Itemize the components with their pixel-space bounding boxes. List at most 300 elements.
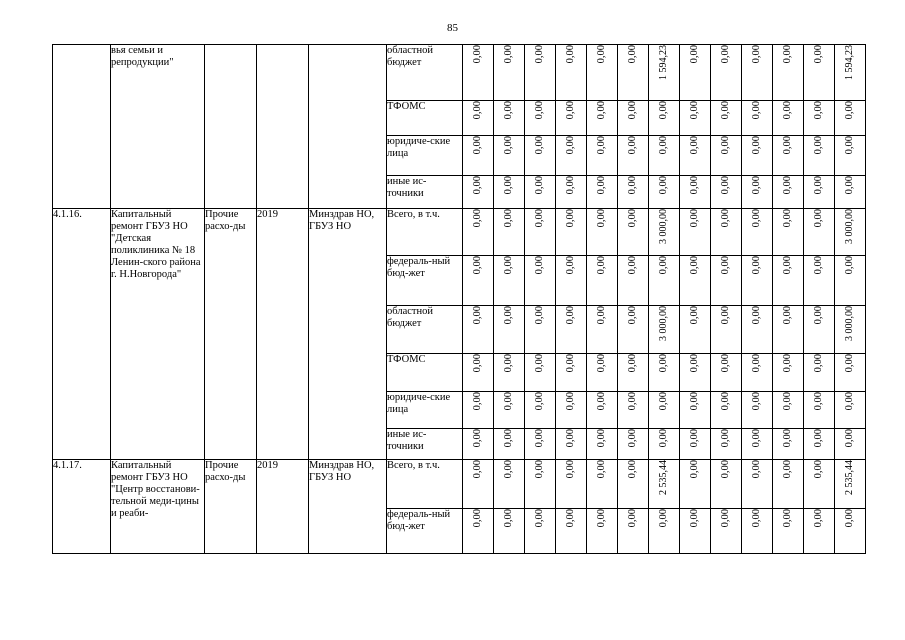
row-number <box>53 45 111 209</box>
year-cell <box>257 45 309 209</box>
value-text: 0,00 <box>751 306 762 325</box>
value-text: 0,00 <box>751 460 762 479</box>
value-text: 0,00 <box>813 392 824 411</box>
value-text: 3 000,00 <box>844 306 855 341</box>
value-text: 0,00 <box>720 429 731 448</box>
value-cell <box>773 136 804 176</box>
value-cell <box>556 392 587 429</box>
value-cell <box>835 176 866 209</box>
value-text: 0,00 <box>596 45 607 64</box>
value-cell <box>649 136 680 176</box>
value-cell <box>494 209 525 256</box>
value-cell <box>711 45 742 101</box>
value-text: 0,00 <box>472 256 483 275</box>
value-text: 0,00 <box>503 354 514 373</box>
value-cell <box>556 101 587 136</box>
value-text: 0,00 <box>658 101 669 120</box>
page-number: 85 <box>447 22 458 34</box>
value-cell <box>711 176 742 209</box>
value-text: 0,00 <box>751 392 762 411</box>
funding-source: ТФОМС <box>387 354 463 392</box>
value-cell <box>835 354 866 392</box>
value-text: 0,00 <box>720 460 731 479</box>
value-text: 0,00 <box>844 392 855 411</box>
value-text: 0,00 <box>534 392 545 411</box>
value-cell <box>618 176 649 209</box>
value-cell <box>835 392 866 429</box>
value-text: 3 000,00 <box>658 306 669 341</box>
value-cell <box>742 354 773 392</box>
funding-source: федераль-ный бюд-жет <box>387 509 463 554</box>
funding-source: ТФОМС <box>387 101 463 136</box>
value-text: 0,00 <box>596 136 607 155</box>
value-cell <box>804 176 835 209</box>
value-cell <box>556 45 587 101</box>
value-text: 0,00 <box>596 306 607 325</box>
value-text: 0,00 <box>503 256 514 275</box>
value-cell <box>711 509 742 554</box>
funding-source: Всего, в т.ч. <box>387 460 463 509</box>
value-text: 0,00 <box>813 256 824 275</box>
measure-name: Капитальный ремонт ГБУЗ НО "Центр восстанови-тельной меди-цины и реаби- <box>111 460 205 554</box>
value-text: 0,00 <box>596 209 607 228</box>
value-cell <box>773 176 804 209</box>
value-text: 0,00 <box>720 209 731 228</box>
value-text: 0,00 <box>720 354 731 373</box>
value-cell <box>494 136 525 176</box>
value-cell <box>618 354 649 392</box>
value-cell <box>556 136 587 176</box>
value-text: 0,00 <box>751 101 762 120</box>
value-text: 0,00 <box>534 256 545 275</box>
value-cell <box>525 392 556 429</box>
value-text: 0,00 <box>720 256 731 275</box>
value-text: 0,00 <box>782 256 793 275</box>
value-cell <box>463 209 494 256</box>
value-text: 0,00 <box>844 354 855 373</box>
funding-source: федераль-ный бюд-жет <box>387 256 463 306</box>
value-cell <box>680 460 711 509</box>
value-text: 0,00 <box>596 460 607 479</box>
value-text: 0,00 <box>658 429 669 448</box>
value-cell <box>494 256 525 306</box>
funding-source: иные ис-точники <box>387 429 463 460</box>
value-text: 0,00 <box>813 45 824 64</box>
value-cell <box>711 256 742 306</box>
value-text: 0,00 <box>627 101 638 120</box>
value-text: 2 535,44 <box>658 460 669 495</box>
value-cell <box>711 460 742 509</box>
value-cell <box>649 460 680 509</box>
value-text: 0,00 <box>565 256 576 275</box>
value-text: 0,00 <box>627 392 638 411</box>
value-cell <box>773 392 804 429</box>
value-cell <box>463 392 494 429</box>
value-cell <box>711 429 742 460</box>
value-text: 0,00 <box>782 429 793 448</box>
value-text: 0,00 <box>689 429 700 448</box>
value-cell <box>618 429 649 460</box>
value-cell <box>587 101 618 136</box>
value-cell <box>649 45 680 101</box>
value-cell <box>525 429 556 460</box>
value-cell <box>618 45 649 101</box>
value-text: 0,00 <box>782 45 793 64</box>
value-cell <box>463 306 494 354</box>
value-cell <box>618 209 649 256</box>
value-text: 0,00 <box>689 392 700 411</box>
value-cell <box>680 429 711 460</box>
value-cell <box>618 136 649 176</box>
value-text: 0,00 <box>627 45 638 64</box>
value-cell <box>587 136 618 176</box>
value-cell <box>525 209 556 256</box>
value-text: 0,00 <box>813 306 824 325</box>
year-cell: 2019 <box>257 209 309 460</box>
value-text: 0,00 <box>627 429 638 448</box>
funding-source: юридиче-ские лица <box>387 392 463 429</box>
value-text: 0,00 <box>782 392 793 411</box>
value-text: 0,00 <box>565 209 576 228</box>
value-cell <box>742 460 773 509</box>
value-text: 1 594,23 <box>658 45 669 80</box>
value-cell <box>835 460 866 509</box>
value-cell <box>804 209 835 256</box>
value-cell <box>463 429 494 460</box>
value-cell <box>835 45 866 101</box>
value-cell <box>742 209 773 256</box>
funding-source: иные ис-точники <box>387 176 463 209</box>
value-text: 0,00 <box>472 392 483 411</box>
value-cell <box>587 256 618 306</box>
value-cell <box>711 209 742 256</box>
value-text: 0,00 <box>658 176 669 195</box>
value-cell <box>742 176 773 209</box>
value-cell <box>525 101 556 136</box>
value-text: 3 000,00 <box>658 209 669 244</box>
value-text: 0,00 <box>627 306 638 325</box>
value-text: 0,00 <box>503 176 514 195</box>
value-cell <box>742 45 773 101</box>
value-cell <box>649 306 680 354</box>
value-cell <box>525 509 556 554</box>
value-text: 0,00 <box>472 176 483 195</box>
value-text: 0,00 <box>689 176 700 195</box>
value-text: 0,00 <box>565 392 576 411</box>
value-cell <box>556 306 587 354</box>
value-cell <box>494 101 525 136</box>
value-text: 0,00 <box>503 509 514 528</box>
value-cell <box>804 101 835 136</box>
value-text: 0,00 <box>658 354 669 373</box>
value-text: 0,00 <box>782 306 793 325</box>
value-cell <box>680 509 711 554</box>
value-text: 0,00 <box>503 429 514 448</box>
value-cell <box>494 429 525 460</box>
value-text: 0,00 <box>813 176 824 195</box>
value-text: 0,00 <box>472 45 483 64</box>
value-cell <box>618 392 649 429</box>
value-text: 0,00 <box>813 460 824 479</box>
value-cell <box>525 460 556 509</box>
year-cell: 2019 <box>257 460 309 554</box>
value-text: 0,00 <box>565 354 576 373</box>
value-cell <box>773 101 804 136</box>
value-text: 0,00 <box>689 101 700 120</box>
value-text: 0,00 <box>503 209 514 228</box>
value-text: 0,00 <box>534 136 545 155</box>
value-cell <box>804 509 835 554</box>
value-text: 0,00 <box>844 256 855 275</box>
value-text: 0,00 <box>472 306 483 325</box>
value-text: 0,00 <box>627 256 638 275</box>
value-cell <box>835 429 866 460</box>
value-cell <box>649 354 680 392</box>
value-text: 0,00 <box>844 101 855 120</box>
value-text: 0,00 <box>534 509 545 528</box>
value-cell <box>556 209 587 256</box>
value-cell <box>618 460 649 509</box>
value-text: 0,00 <box>534 176 545 195</box>
value-text: 0,00 <box>720 509 731 528</box>
value-text: 0,00 <box>844 509 855 528</box>
value-cell <box>711 306 742 354</box>
value-cell <box>649 101 680 136</box>
value-text: 0,00 <box>658 256 669 275</box>
value-cell <box>463 460 494 509</box>
funding-source: юридиче-ские лица <box>387 136 463 176</box>
value-cell <box>680 354 711 392</box>
expense-type: Прочие расхо-ды <box>205 209 257 460</box>
value-text: 0,00 <box>813 136 824 155</box>
value-text: 0,00 <box>751 509 762 528</box>
value-text: 0,00 <box>565 460 576 479</box>
value-cell <box>742 429 773 460</box>
value-cell <box>556 176 587 209</box>
value-cell <box>680 392 711 429</box>
value-cell <box>618 101 649 136</box>
value-cell <box>742 306 773 354</box>
value-text: 0,00 <box>627 136 638 155</box>
value-text: 0,00 <box>720 136 731 155</box>
value-cell <box>680 45 711 101</box>
table-row <box>53 45 866 101</box>
value-cell <box>680 136 711 176</box>
value-cell <box>463 45 494 101</box>
value-cell <box>587 460 618 509</box>
value-text: 0,00 <box>751 429 762 448</box>
value-text: 0,00 <box>813 429 824 448</box>
value-cell <box>494 460 525 509</box>
value-cell <box>494 509 525 554</box>
value-cell <box>556 509 587 554</box>
funding-source: областной бюджет <box>387 45 463 101</box>
value-cell <box>773 429 804 460</box>
executor-cell: Минздрав НО, ГБУЗ НО <box>309 460 387 554</box>
value-cell <box>711 354 742 392</box>
value-cell <box>804 392 835 429</box>
funding-source: областной бюджет <box>387 306 463 354</box>
value-cell <box>649 429 680 460</box>
value-cell <box>463 509 494 554</box>
value-text: 0,00 <box>534 429 545 448</box>
value-text: 0,00 <box>782 101 793 120</box>
value-cell <box>587 392 618 429</box>
value-cell <box>804 429 835 460</box>
value-text: 0,00 <box>503 306 514 325</box>
value-cell <box>587 176 618 209</box>
value-text: 0,00 <box>658 392 669 411</box>
value-cell <box>742 136 773 176</box>
value-text: 0,00 <box>813 101 824 120</box>
value-text: 0,00 <box>782 354 793 373</box>
value-cell <box>773 306 804 354</box>
value-cell <box>680 306 711 354</box>
value-cell <box>525 45 556 101</box>
value-text: 0,00 <box>627 509 638 528</box>
value-text: 0,00 <box>534 306 545 325</box>
value-cell <box>649 256 680 306</box>
value-text: 0,00 <box>720 101 731 120</box>
value-text: 0,00 <box>782 509 793 528</box>
value-text: 0,00 <box>720 176 731 195</box>
value-cell <box>618 256 649 306</box>
value-text: 0,00 <box>751 256 762 275</box>
value-text: 0,00 <box>534 209 545 228</box>
value-text: 0,00 <box>565 306 576 325</box>
value-cell <box>587 429 618 460</box>
value-cell <box>587 306 618 354</box>
value-cell <box>742 101 773 136</box>
value-cell <box>649 392 680 429</box>
measure-name: вья семьи и репродукции" <box>111 45 205 209</box>
value-cell <box>463 101 494 136</box>
value-text: 0,00 <box>472 209 483 228</box>
table-row <box>53 460 866 509</box>
value-text: 0,00 <box>503 460 514 479</box>
value-cell <box>587 509 618 554</box>
value-cell <box>556 256 587 306</box>
value-cell <box>804 354 835 392</box>
value-cell <box>680 209 711 256</box>
value-cell <box>525 354 556 392</box>
value-text: 0,00 <box>472 429 483 448</box>
value-cell <box>494 354 525 392</box>
value-cell <box>649 209 680 256</box>
value-text: 0,00 <box>751 136 762 155</box>
budget-table <box>52 44 866 554</box>
value-text: 0,00 <box>534 460 545 479</box>
value-cell <box>804 256 835 306</box>
value-text: 0,00 <box>565 509 576 528</box>
value-cell <box>773 209 804 256</box>
value-text: 0,00 <box>751 354 762 373</box>
value-cell <box>494 392 525 429</box>
table-row <box>53 209 866 256</box>
value-text: 0,00 <box>782 460 793 479</box>
value-text: 0,00 <box>627 209 638 228</box>
value-text: 0,00 <box>627 460 638 479</box>
value-text: 0,00 <box>689 460 700 479</box>
value-text: 0,00 <box>534 101 545 120</box>
value-text: 0,00 <box>534 354 545 373</box>
value-text: 0,00 <box>472 509 483 528</box>
value-cell <box>463 354 494 392</box>
value-cell <box>463 256 494 306</box>
value-cell <box>618 509 649 554</box>
value-text: 0,00 <box>751 176 762 195</box>
value-text: 0,00 <box>658 509 669 528</box>
value-text: 0,00 <box>503 101 514 120</box>
value-cell <box>525 306 556 354</box>
expense-type <box>205 45 257 209</box>
value-text: 2 535,44 <box>844 460 855 495</box>
value-cell <box>742 509 773 554</box>
value-text: 0,00 <box>565 429 576 448</box>
value-cell <box>835 101 866 136</box>
value-text: 0,00 <box>689 209 700 228</box>
value-text: 0,00 <box>813 209 824 228</box>
funding-source: Всего, в т.ч. <box>387 209 463 256</box>
value-text: 0,00 <box>813 354 824 373</box>
value-text: 0,00 <box>596 392 607 411</box>
value-text: 0,00 <box>596 256 607 275</box>
expense-type: Прочие расхо-ды <box>205 460 257 554</box>
value-cell <box>711 101 742 136</box>
value-text: 0,00 <box>503 45 514 64</box>
value-cell <box>835 256 866 306</box>
value-text: 0,00 <box>534 45 545 64</box>
value-cell <box>649 509 680 554</box>
value-text: 0,00 <box>844 136 855 155</box>
value-cell <box>556 354 587 392</box>
value-text: 0,00 <box>472 460 483 479</box>
value-cell <box>773 460 804 509</box>
value-text: 0,00 <box>596 509 607 528</box>
value-cell <box>680 101 711 136</box>
value-text: 0,00 <box>503 136 514 155</box>
value-text: 0,00 <box>565 176 576 195</box>
value-text: 0,00 <box>472 136 483 155</box>
value-cell <box>463 176 494 209</box>
value-text: 0,00 <box>503 392 514 411</box>
value-cell <box>494 306 525 354</box>
measure-name: Капитальный ремонт ГБУЗ НО "Детская поликлиника № 18 Ленин-ского района г. Н.Новгорода" <box>111 209 205 460</box>
value-text: 0,00 <box>782 176 793 195</box>
value-cell <box>804 45 835 101</box>
value-cell <box>556 460 587 509</box>
value-cell <box>525 256 556 306</box>
value-text: 0,00 <box>751 209 762 228</box>
value-cell <box>835 306 866 354</box>
value-text: 0,00 <box>658 136 669 155</box>
value-text: 0,00 <box>844 176 855 195</box>
value-cell <box>804 306 835 354</box>
value-cell <box>618 306 649 354</box>
value-cell <box>742 256 773 306</box>
value-cell <box>804 136 835 176</box>
value-cell <box>649 176 680 209</box>
value-text: 0,00 <box>689 509 700 528</box>
value-text: 0,00 <box>720 306 731 325</box>
value-text: 0,00 <box>565 101 576 120</box>
value-cell <box>587 209 618 256</box>
value-cell <box>773 256 804 306</box>
value-cell <box>835 136 866 176</box>
value-cell <box>773 509 804 554</box>
value-text: 0,00 <box>565 136 576 155</box>
value-text: 0,00 <box>689 256 700 275</box>
